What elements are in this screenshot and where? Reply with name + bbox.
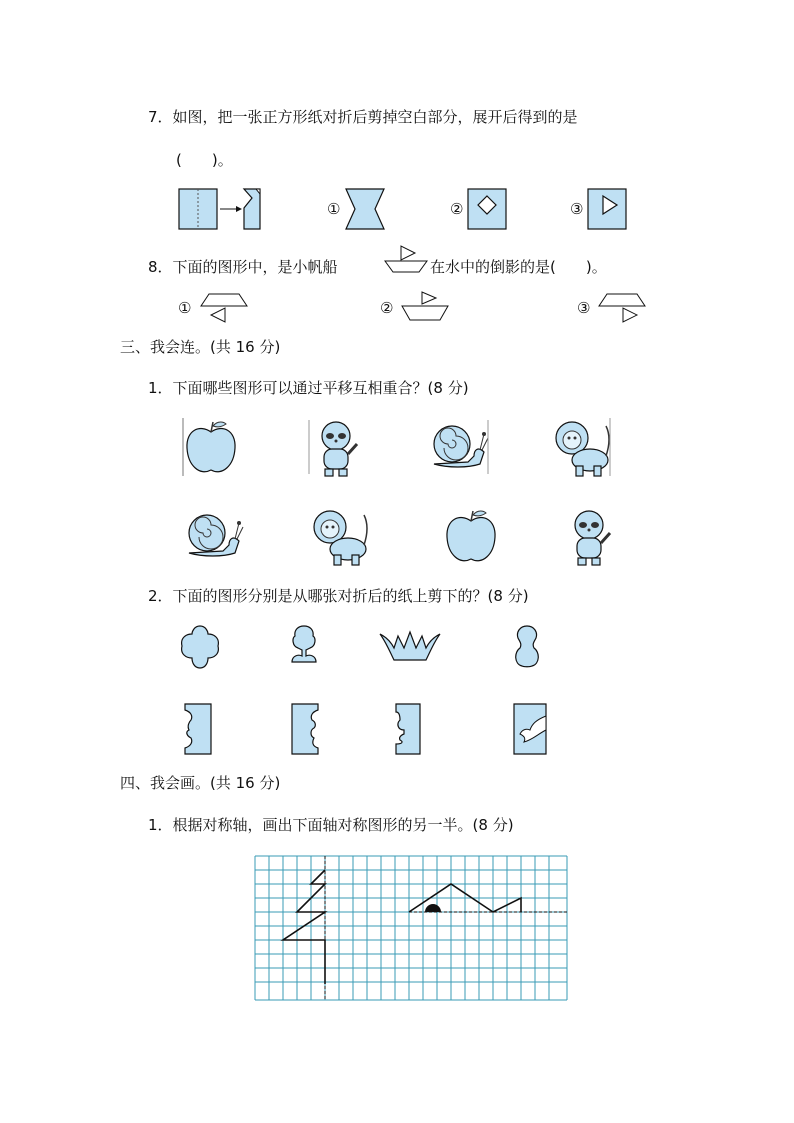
panda-icon[interactable] xyxy=(305,416,367,478)
lion-icon[interactable] xyxy=(550,416,612,478)
q7-fold-diagram xyxy=(178,186,278,232)
cutout-shape-4[interactable] xyxy=(510,624,544,670)
sec3-q2-text: 2．下面的图形分别是从哪张对折后的纸上剪下的？(8 分) xyxy=(148,587,529,605)
q7-option-3-shape xyxy=(587,186,631,232)
cutout-shape-3[interactable] xyxy=(378,624,442,670)
q7-option-2-shape xyxy=(467,186,511,232)
apple-icon[interactable] xyxy=(180,416,242,478)
q8-option-2-shape xyxy=(400,290,452,324)
q7-option-3-label: ③ xyxy=(570,200,584,218)
q8-option-1-shape xyxy=(199,290,251,324)
q7-answer-paren: ( )。 xyxy=(176,151,233,169)
q7-option-1-shape xyxy=(345,186,389,232)
cutout-shape-2[interactable] xyxy=(288,624,320,670)
q7-text: 7．如图，把一张正方形纸对折后剪掉空白部分，展开后得到的是 xyxy=(148,108,578,126)
apple-icon[interactable] xyxy=(440,505,502,567)
folded-paper-3[interactable] xyxy=(392,702,424,758)
sec4-q1-text: 1．根据对称轴，画出下面轴对称图形的另一半。(8 分) xyxy=(148,816,514,834)
folded-paper-1[interactable] xyxy=(183,702,215,758)
folded-paper-4[interactable] xyxy=(512,702,548,758)
q8-option-3-label: ③ xyxy=(577,299,591,317)
q8-text-prefix: 8．下面的图形中，是小帆船 xyxy=(148,258,338,276)
sec3-q1-text: 1．下面哪些图形可以通过平移互相重合？(8 分) xyxy=(148,379,469,397)
panda-icon[interactable] xyxy=(558,505,620,567)
section-3-title: 三、我会连。(共 16 分) xyxy=(120,338,281,356)
q8-option-3-shape xyxy=(597,290,649,324)
folded-paper-2[interactable] xyxy=(290,702,322,758)
q8-option-1-label: ① xyxy=(178,299,192,317)
drawing-grid[interactable] xyxy=(254,855,570,1003)
cutout-shape-1[interactable] xyxy=(178,624,222,670)
q8-option-2-label: ② xyxy=(380,299,394,317)
section-4-title: 四、我会画。(共 16 分) xyxy=(120,774,281,792)
snail-icon[interactable] xyxy=(183,505,245,567)
snail-icon[interactable] xyxy=(428,416,490,478)
q7-option-2-label: ② xyxy=(450,200,464,218)
q8-text-suffix: 在水中的倒影的是( )。 xyxy=(430,258,607,276)
q7-option-1-label: ① xyxy=(327,200,341,218)
lion-icon[interactable] xyxy=(308,505,370,567)
boat-icon xyxy=(383,244,429,276)
